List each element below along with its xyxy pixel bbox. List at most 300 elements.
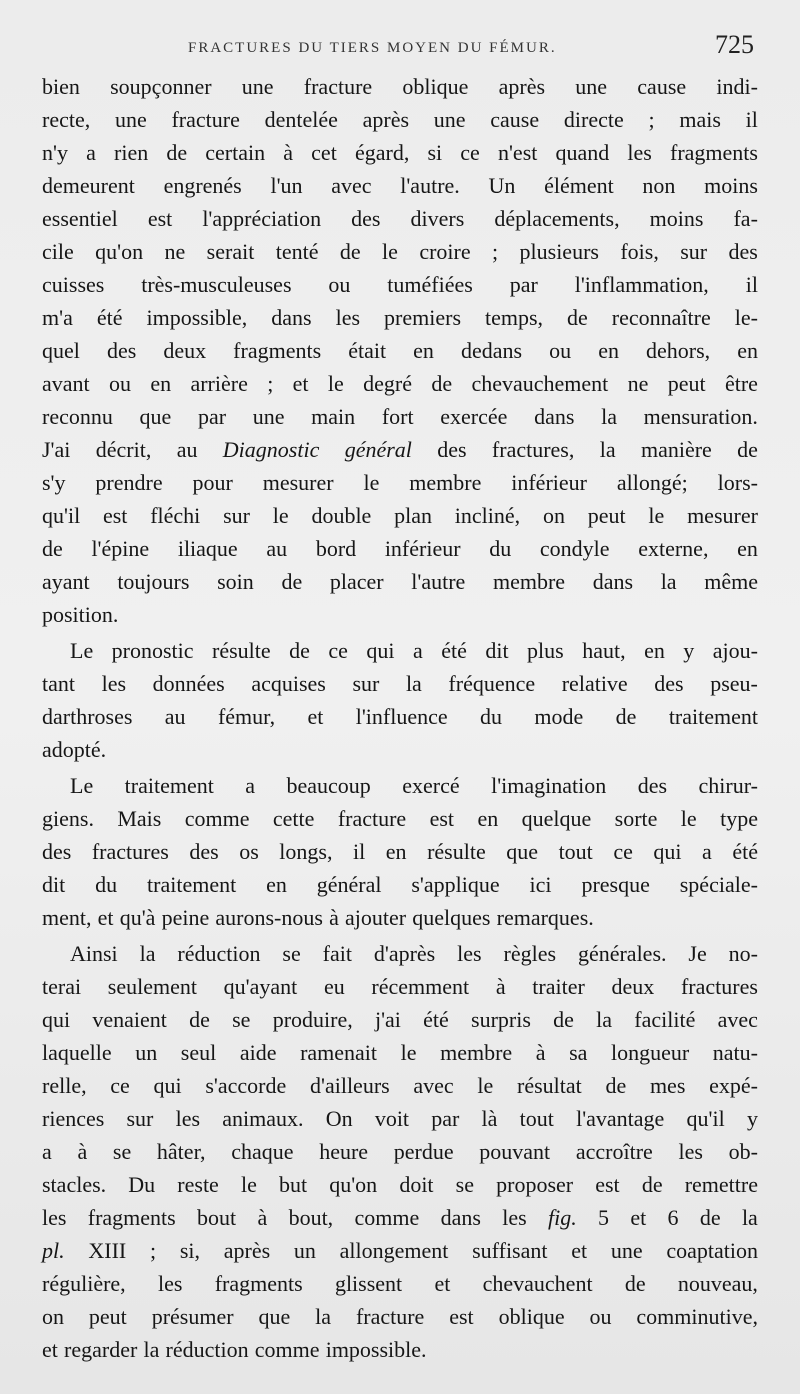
word: fractures bbox=[680, 974, 758, 999]
word: le bbox=[327, 371, 344, 396]
word: ce bbox=[110, 1073, 130, 1098]
word: au bbox=[266, 536, 288, 561]
word: allongement bbox=[339, 1238, 449, 1263]
text-line bbox=[42, 1069, 758, 1102]
word: seulement bbox=[107, 974, 197, 999]
word: fractures bbox=[91, 839, 169, 864]
word: ne bbox=[627, 371, 649, 396]
word: chevauchement bbox=[471, 371, 609, 396]
word: cause bbox=[637, 74, 687, 99]
word: relative bbox=[561, 671, 628, 696]
word: du bbox=[95, 872, 118, 897]
word: aurons-nous bbox=[215, 905, 323, 930]
word: si bbox=[427, 140, 443, 165]
word: à bbox=[495, 974, 506, 999]
word: ment, bbox=[42, 905, 92, 930]
word: le bbox=[477, 1073, 494, 1098]
word: qui bbox=[653, 839, 682, 864]
word: prendre bbox=[95, 470, 163, 495]
word: bien bbox=[42, 74, 80, 99]
word: peut bbox=[667, 371, 706, 396]
word: là bbox=[481, 1106, 498, 1131]
text-line bbox=[42, 136, 758, 169]
text-line bbox=[42, 532, 758, 565]
word: par bbox=[509, 272, 538, 297]
word: et bbox=[630, 1205, 647, 1230]
word: ce bbox=[613, 839, 633, 864]
word: incliné, bbox=[454, 503, 521, 528]
word: le bbox=[272, 503, 289, 528]
word: après bbox=[498, 74, 546, 99]
word: avant bbox=[42, 371, 90, 396]
word: traitement bbox=[668, 704, 758, 729]
word: a bbox=[412, 638, 423, 663]
word: on bbox=[42, 1304, 64, 1329]
running-title: FRACTURES DU TIERS MOYEN DU FÉMUR. bbox=[188, 40, 557, 56]
text-line bbox=[42, 1300, 758, 1333]
word: les bbox=[157, 1271, 183, 1296]
text-line bbox=[42, 733, 758, 766]
text-line bbox=[42, 667, 758, 700]
word: inférieur bbox=[511, 470, 587, 495]
word: haut, bbox=[582, 638, 626, 663]
word: un bbox=[293, 1238, 316, 1263]
word: 6 bbox=[667, 1205, 679, 1230]
word: stacles. bbox=[42, 1172, 107, 1197]
word: le bbox=[400, 1040, 417, 1065]
word: fracture bbox=[303, 74, 373, 99]
word: perdue bbox=[393, 1139, 454, 1164]
word: fémur, bbox=[217, 704, 276, 729]
word: en bbox=[385, 839, 407, 864]
word: animaux. bbox=[222, 1106, 304, 1131]
word: la bbox=[601, 404, 617, 429]
word: position. bbox=[42, 602, 119, 627]
word: allongé; bbox=[616, 470, 688, 495]
word: ramenait bbox=[300, 1040, 378, 1065]
word: fracture bbox=[171, 107, 240, 132]
word: est bbox=[147, 206, 173, 231]
word: quelques bbox=[412, 905, 491, 930]
word: y bbox=[746, 1106, 758, 1131]
text-line bbox=[42, 901, 758, 934]
word: l'un bbox=[270, 173, 303, 198]
word: chaque bbox=[231, 1139, 294, 1164]
word: et bbox=[571, 1238, 588, 1263]
word: réduction bbox=[165, 1337, 249, 1362]
word: relle, bbox=[42, 1073, 87, 1098]
text-line bbox=[42, 400, 758, 433]
word: remettre bbox=[684, 1172, 758, 1197]
word: au bbox=[176, 437, 198, 462]
word: manière bbox=[640, 437, 712, 462]
word: aide bbox=[239, 1040, 277, 1065]
word: dit bbox=[485, 638, 509, 663]
word: presque bbox=[581, 872, 650, 897]
word: même bbox=[704, 569, 758, 594]
word: ou bbox=[328, 272, 351, 297]
word: règles bbox=[503, 941, 557, 966]
word: se bbox=[282, 941, 301, 966]
word: mes bbox=[649, 1073, 686, 1098]
word: arrière bbox=[190, 371, 248, 396]
word: par bbox=[431, 1106, 460, 1131]
word: venaient bbox=[92, 1007, 167, 1032]
word: une bbox=[114, 107, 147, 132]
word: des bbox=[637, 773, 668, 798]
word: condyle bbox=[539, 536, 610, 561]
word: quel bbox=[42, 338, 80, 363]
word: riences bbox=[42, 1106, 105, 1131]
word: a bbox=[245, 773, 256, 798]
word: on bbox=[542, 503, 565, 528]
word: oblique bbox=[402, 74, 469, 99]
word: la bbox=[139, 941, 156, 966]
page-number: 725 bbox=[715, 30, 754, 59]
word: se bbox=[232, 1007, 251, 1032]
word: de bbox=[615, 704, 637, 729]
word: cile bbox=[42, 239, 74, 264]
word: qu'il bbox=[686, 1106, 725, 1131]
word: but bbox=[278, 1172, 308, 1197]
word: à bbox=[283, 140, 294, 165]
word: des bbox=[106, 338, 137, 363]
word: plus bbox=[527, 638, 564, 663]
word: est bbox=[595, 1172, 620, 1197]
word: m'a bbox=[42, 305, 73, 330]
word: comminutive, bbox=[636, 1304, 758, 1329]
word: la bbox=[660, 569, 677, 594]
word: ; bbox=[648, 107, 655, 132]
word: il bbox=[745, 272, 758, 297]
word: soin bbox=[217, 569, 254, 594]
text-line bbox=[42, 169, 758, 202]
word: terai bbox=[42, 974, 82, 999]
text-line bbox=[42, 565, 758, 598]
word: que bbox=[258, 1304, 291, 1329]
text-line bbox=[42, 1333, 758, 1366]
word: glissent bbox=[334, 1271, 403, 1296]
word: a bbox=[86, 140, 96, 165]
word: en bbox=[266, 872, 287, 897]
word: pouvant bbox=[479, 1139, 551, 1164]
word: et bbox=[97, 905, 114, 930]
word: lors- bbox=[717, 470, 758, 495]
word: pour bbox=[192, 470, 233, 495]
word: de bbox=[289, 638, 310, 663]
word: serait bbox=[206, 239, 255, 264]
text-line bbox=[42, 499, 758, 532]
word: inférieur bbox=[384, 536, 461, 561]
word: cette bbox=[272, 806, 315, 831]
word: été bbox=[423, 1007, 449, 1032]
text-line bbox=[42, 598, 758, 631]
word: cuisses bbox=[42, 272, 105, 297]
text-line bbox=[42, 1201, 758, 1234]
word: de bbox=[189, 1007, 210, 1032]
word: avec bbox=[717, 1007, 758, 1032]
word: ; bbox=[492, 239, 499, 264]
word: ce bbox=[460, 140, 480, 165]
word: mesurer bbox=[687, 503, 758, 528]
word: après bbox=[362, 107, 410, 132]
word: longs, bbox=[279, 839, 333, 864]
word: l'inflammation, bbox=[574, 272, 709, 297]
word: régulière, bbox=[42, 1271, 126, 1296]
word: chirur- bbox=[698, 773, 758, 798]
word: était bbox=[348, 338, 387, 363]
word: la bbox=[143, 1337, 160, 1362]
text-line bbox=[42, 367, 758, 400]
word: après bbox=[223, 1238, 271, 1263]
word: l'autre bbox=[411, 569, 466, 594]
word: une bbox=[575, 74, 608, 99]
word: traitement bbox=[124, 773, 214, 798]
word: que bbox=[139, 404, 172, 429]
word: cet bbox=[311, 140, 337, 165]
word: les bbox=[101, 671, 127, 696]
word: no- bbox=[728, 941, 758, 966]
text-line bbox=[42, 268, 758, 301]
word: fragments bbox=[670, 140, 758, 165]
word: impossible. bbox=[325, 1337, 427, 1362]
word: sur bbox=[126, 1106, 154, 1131]
word: premiers bbox=[384, 305, 462, 330]
word: élément bbox=[544, 173, 614, 198]
word: résulte bbox=[427, 839, 486, 864]
word: de bbox=[553, 1007, 574, 1032]
word: voit bbox=[374, 1106, 410, 1131]
word: coaptation bbox=[666, 1238, 758, 1263]
word: plan bbox=[394, 503, 432, 528]
word: de bbox=[42, 536, 63, 561]
word: en bbox=[737, 338, 758, 363]
word: n'est bbox=[497, 140, 538, 165]
word: ; bbox=[149, 1238, 157, 1263]
word: s'applique bbox=[411, 872, 500, 897]
word: membre bbox=[492, 569, 566, 594]
word: Je bbox=[688, 941, 707, 966]
word: n'y bbox=[42, 140, 68, 165]
word: fracture bbox=[337, 806, 407, 831]
word: de bbox=[641, 1172, 663, 1197]
word: demeurent bbox=[42, 173, 135, 198]
word: s'accorde bbox=[205, 1073, 287, 1098]
word: de bbox=[166, 140, 188, 165]
word: à bbox=[257, 1205, 268, 1230]
word: générales. bbox=[577, 941, 667, 966]
word: de bbox=[624, 1271, 646, 1296]
word: placer bbox=[329, 569, 384, 594]
word: membre bbox=[440, 1040, 513, 1065]
word: en bbox=[598, 338, 619, 363]
word: bord bbox=[315, 536, 357, 561]
word: l'influence bbox=[355, 704, 448, 729]
word: comme bbox=[254, 1337, 320, 1362]
word: que bbox=[506, 839, 539, 864]
word: beaucoup bbox=[286, 773, 371, 798]
word: dentelée bbox=[264, 107, 338, 132]
word: proposer bbox=[496, 1172, 574, 1197]
word: natu- bbox=[712, 1040, 758, 1065]
word: remarques. bbox=[496, 905, 594, 930]
word: fig. bbox=[547, 1205, 577, 1230]
word: il bbox=[353, 839, 366, 864]
word: et bbox=[307, 704, 324, 729]
word: sur bbox=[223, 503, 250, 528]
word: fragments bbox=[87, 1205, 176, 1230]
word: ajouter bbox=[345, 905, 407, 930]
word: Du bbox=[128, 1172, 156, 1197]
word: longueur bbox=[611, 1040, 690, 1065]
word: fois, bbox=[620, 239, 659, 264]
word: fragments bbox=[214, 1271, 303, 1296]
word: en bbox=[644, 638, 665, 663]
word: des bbox=[189, 839, 219, 864]
word: tout bbox=[519, 1106, 554, 1131]
word: accroître bbox=[575, 1139, 653, 1164]
word: en bbox=[477, 806, 499, 831]
word: à bbox=[535, 1040, 546, 1065]
word: bout bbox=[197, 1205, 237, 1230]
word: pronostic bbox=[111, 638, 194, 663]
word: 5 bbox=[598, 1205, 610, 1230]
word: et bbox=[42, 1337, 58, 1362]
word: réduction bbox=[177, 941, 261, 966]
word: ou bbox=[589, 1304, 612, 1329]
word: s'y bbox=[42, 470, 66, 495]
word: de bbox=[431, 371, 453, 396]
word: se bbox=[112, 1139, 132, 1164]
word: des bbox=[42, 839, 72, 864]
word: au bbox=[164, 704, 186, 729]
word: On bbox=[325, 1106, 353, 1131]
word: reconnu bbox=[42, 404, 113, 429]
word: suffisant bbox=[472, 1238, 548, 1263]
word: divers bbox=[410, 206, 465, 231]
word: produire, bbox=[272, 1007, 353, 1032]
word: général bbox=[344, 437, 412, 462]
word: sa bbox=[569, 1040, 588, 1065]
word: peut bbox=[587, 503, 626, 528]
word: j'ai bbox=[374, 1007, 401, 1032]
word: nouveau, bbox=[677, 1271, 758, 1296]
word: quand bbox=[555, 140, 610, 165]
word: exercée bbox=[440, 404, 508, 429]
word: les bbox=[457, 941, 482, 966]
word: de bbox=[605, 1073, 627, 1098]
word: du bbox=[480, 704, 503, 729]
text-line bbox=[42, 700, 758, 733]
word: à bbox=[329, 905, 339, 930]
word: récemment bbox=[371, 974, 470, 999]
word: les bbox=[678, 1139, 703, 1164]
word: des bbox=[654, 671, 684, 696]
word: temps, bbox=[485, 305, 544, 330]
word: résulte bbox=[212, 638, 271, 663]
word: directe bbox=[563, 107, 624, 132]
word: fléchi bbox=[150, 503, 201, 528]
word: ou bbox=[549, 338, 572, 363]
word: à bbox=[77, 1139, 88, 1164]
paragraph bbox=[42, 937, 758, 1366]
word: moins bbox=[649, 206, 704, 231]
word: bout, bbox=[288, 1205, 334, 1230]
word: ; bbox=[267, 371, 274, 396]
word: qui bbox=[42, 1007, 71, 1032]
word: déplacements, bbox=[494, 206, 620, 231]
word: égard, bbox=[354, 140, 410, 165]
word: et bbox=[434, 1271, 451, 1296]
word: de bbox=[737, 437, 758, 462]
text-line bbox=[42, 1036, 758, 1069]
word: non bbox=[642, 173, 676, 198]
text-line bbox=[42, 1168, 758, 1201]
word: être bbox=[724, 371, 758, 396]
word: engrenés bbox=[163, 173, 242, 198]
word: qui bbox=[366, 638, 395, 663]
paragraph bbox=[42, 634, 758, 766]
word: exercé bbox=[402, 773, 460, 798]
word: avec bbox=[331, 173, 372, 198]
word: dans bbox=[592, 569, 634, 594]
word: membre bbox=[409, 470, 482, 495]
word: externe, bbox=[638, 536, 709, 561]
word: Mais bbox=[117, 806, 162, 831]
word: dehors, bbox=[646, 338, 711, 363]
word: de bbox=[281, 569, 303, 594]
word: eu bbox=[323, 974, 345, 999]
word: l'appréciation bbox=[202, 206, 322, 231]
word: un bbox=[135, 1040, 158, 1065]
word: l'épine bbox=[91, 536, 150, 561]
paragraph bbox=[42, 70, 758, 631]
text-line bbox=[42, 1003, 758, 1036]
word: ou bbox=[109, 371, 131, 396]
word: des bbox=[728, 239, 758, 264]
word: le bbox=[363, 470, 380, 495]
word: qu'on bbox=[329, 1172, 378, 1197]
word: qu'il bbox=[42, 503, 81, 528]
word: général bbox=[316, 872, 382, 897]
word: comme bbox=[354, 1205, 420, 1230]
word: oblique bbox=[498, 1304, 565, 1329]
word: en bbox=[737, 536, 758, 561]
word: doit bbox=[399, 1172, 434, 1197]
word: Le bbox=[70, 638, 94, 663]
text-line bbox=[42, 937, 758, 970]
word: a bbox=[42, 1139, 52, 1164]
word: décrit, bbox=[95, 437, 152, 462]
paragraph bbox=[42, 769, 758, 934]
word: essentiel bbox=[42, 206, 118, 231]
word: qu'ayant bbox=[223, 974, 298, 999]
text-line bbox=[42, 868, 758, 901]
word: mesurer bbox=[262, 470, 334, 495]
word: fort bbox=[381, 404, 414, 429]
word: hâter, bbox=[156, 1139, 206, 1164]
word: dans bbox=[440, 1205, 481, 1230]
word: surpris bbox=[471, 1007, 531, 1032]
word: ici bbox=[529, 872, 552, 897]
word: les bbox=[175, 1106, 201, 1131]
word: regarder bbox=[64, 1337, 138, 1362]
text-line bbox=[42, 301, 758, 334]
word: une bbox=[241, 74, 274, 99]
word: ob- bbox=[728, 1139, 758, 1164]
word: les bbox=[335, 305, 361, 330]
word: degré bbox=[363, 371, 412, 396]
